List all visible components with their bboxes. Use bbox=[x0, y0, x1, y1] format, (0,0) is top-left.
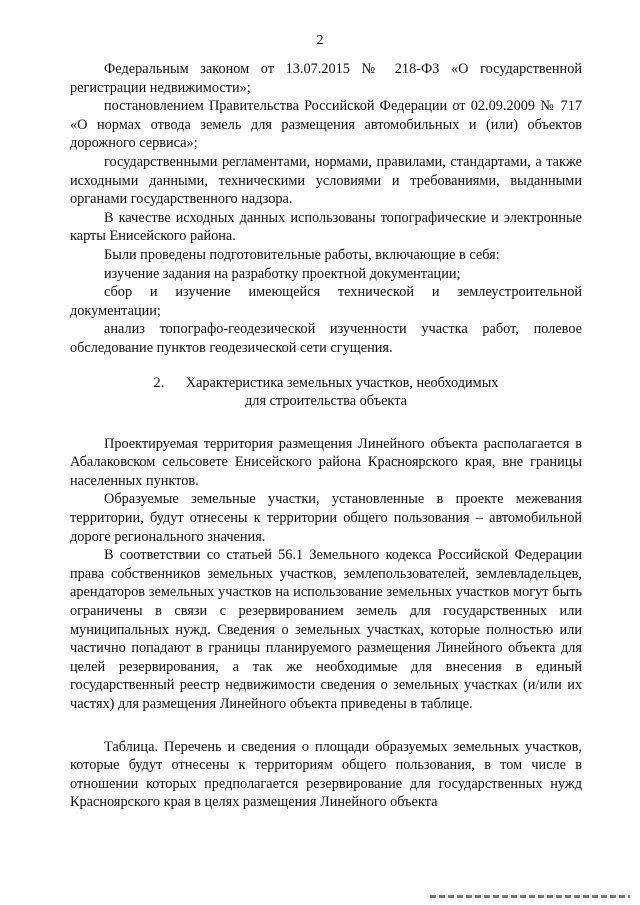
paragraph: В качестве исходных данных использованы топографические и электронные карты Енисейского района. bbox=[70, 209, 582, 245]
paragraph: Проектируемая территория размещения Линейного объекта располагается в Абалаковском сельсовете Енисейского района Красноярского края, вне границы населенных пунктов. bbox=[70, 435, 582, 489]
section-heading bbox=[70, 374, 582, 411]
paragraph: государственными регламентами, нормами, правилами, стандартами, а также исходными данными, техническими условиями и требованиями, выданными органами государственного надзора. bbox=[70, 153, 582, 208]
table-caption: Таблица. Перечень и сведения о площади образуемых земельных участков, которые будут отнесены к территориям общего пользования, в том числе в отношении которых предполагается резервирование для государственных нужд Красноярского края в целях размещения Линейного объекта bbox=[70, 738, 582, 811]
document-body bbox=[70, 60, 582, 812]
scan-artifact-line bbox=[430, 895, 630, 898]
paragraph: Образуемые земельные участки, установленные в проекте межевания территории, будут отнесены к территории общего пользования – автомобильной дороге регионального значения. bbox=[70, 491, 582, 545]
paragraph: Были проведены подготовительные работы, включающие в себя: bbox=[104, 246, 500, 263]
paragraph: В соответствии со статьей 56.1 Земельного кодекса Российской Федерации права собственников земельных участков, землепользователей, землевладельцев, арендаторов земельных участков на использование земельных участков могут быть ограничены в связи с резервированием земель для государственных или муниципальных нужд. Сведения о земельных участках, которые полностью или частично попадают в границы планируемого размещения Линейного объекта для целей резервирования, а так же необходимые для внесения в единый государственный реестр недвижимости сведения о земельных участках (и/или их частях) для размещения Линейного объекта приведены в таблице. bbox=[70, 547, 582, 712]
section-number: 2. bbox=[153, 374, 165, 391]
paragraph: анализ топографо-геодезической изученности участка работ, полевое обследование пунктов геодезической сети сгущения. bbox=[70, 321, 582, 356]
section-title-line2: для строительства объекта bbox=[245, 393, 407, 410]
paragraph: изучение задания на разработку проектной документации; bbox=[104, 265, 461, 282]
paragraph: постановлением Правительства Российской Федерации от 02.09.2009 № 717 «О нормах отвода земель для размещения автомобильных и (или) объектов дорожного сервиса»; bbox=[70, 98, 582, 152]
section-title-line1: Характеристика земельных участков, необходимых bbox=[185, 374, 499, 391]
paragraph: сбор и изучение имеющейся технической и землеустроительной документации; bbox=[70, 284, 582, 319]
page-number: 2 bbox=[316, 33, 324, 48]
paragraph: Федеральным законом от 13.07.2015 № 218-ФЗ «О государственной регистрации недвижимости»; bbox=[70, 61, 582, 96]
